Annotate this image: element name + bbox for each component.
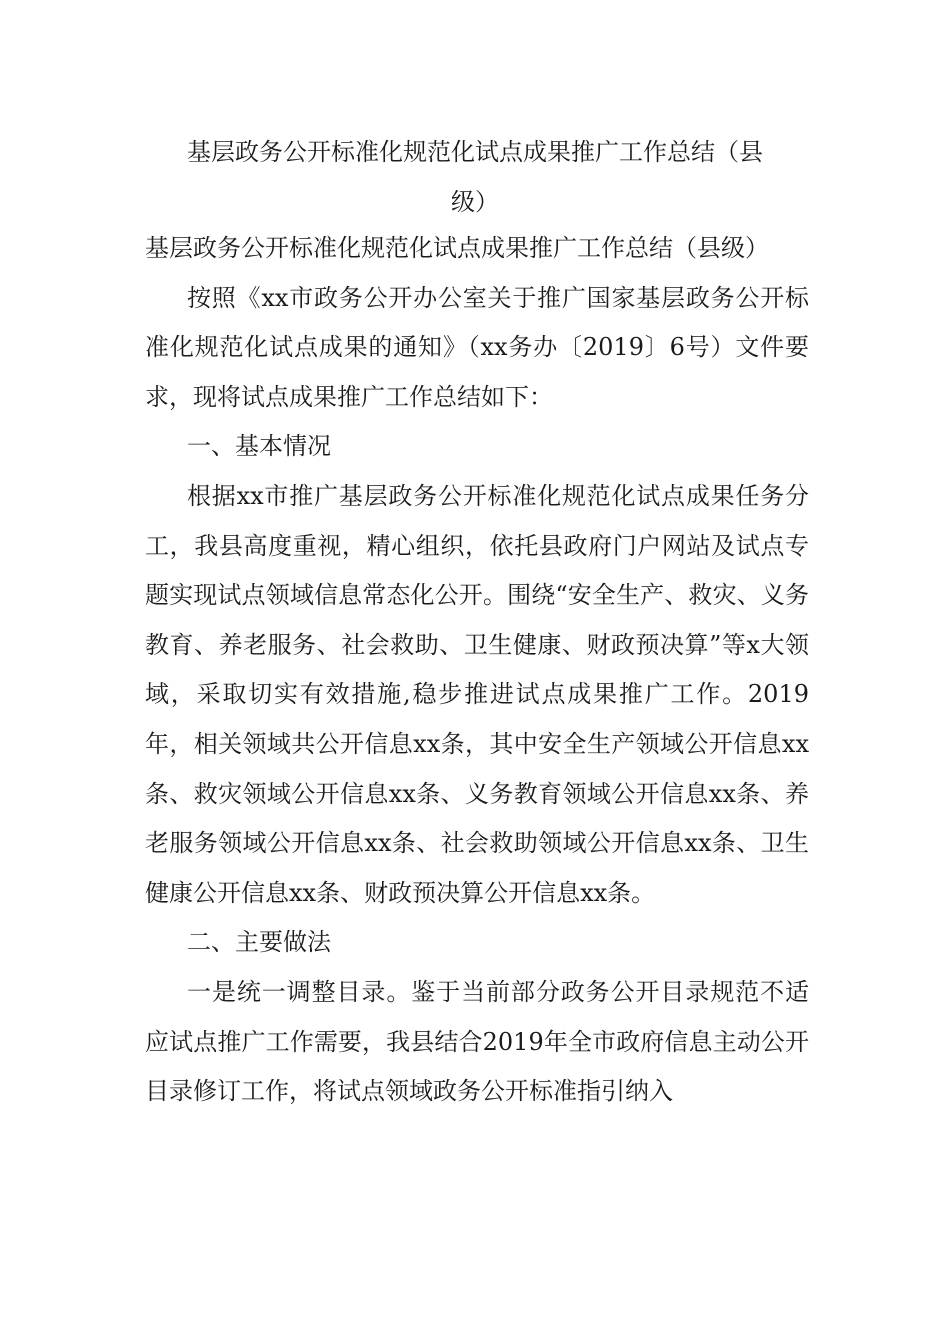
document-title (145, 127, 805, 227)
paragraph-basic-situation: 根据xx市推广基层政务公开标准化规范化试点成果任务分工，我县高度重视，精心组织，依托县政府门户网站及试点专题实现试点领域信息常态化公开。围绕“安全生产、救灾、义务教育、养老服务、社会救助、卫生健康、财政预决算”等x大领域，采取切实有效措施,稳步推进试点成果推广工作。2019年，相关领域共公开信息xx条，其中安全生产领域公开信息xx条、救灾领域公开信息xx条、义务教育领域公开信息xx条、养老服务领域公开信息xx条、社会救助领域公开信息xx条、卫生健康公开信息xx条、财政预决算公开信息xx条。 (145, 481, 809, 907)
title-line-2: 级） (451, 188, 499, 216)
heading-repeat: 基层政务公开标准化规范化试点成果推广工作总结（县级） (145, 234, 769, 262)
section-heading-basic: 一、基本情况 (187, 432, 331, 461)
paragraph-intro: 按照《xx市政务公开办公室关于推广国家基层政务公开标准化规范化试点成果的通知》（xx务办〔2019〕6号）文件要求，现将试点成果推广工作总结如下： (145, 283, 809, 411)
paragraph-method-one: 一是统一调整目录。鉴于当前部分政务公开目录规范不适应试点推广工作需要，我县结合2019年全市政府信息主动公开目录修订工作，将试点领域政务公开标准指引纳入 (145, 977, 809, 1106)
document-body (145, 224, 809, 1117)
section-heading-methods: 二、主要做法 (187, 928, 331, 957)
title-line-1: 基层政务公开标准化规范化试点成果推广工作总结（县 (187, 138, 763, 166)
